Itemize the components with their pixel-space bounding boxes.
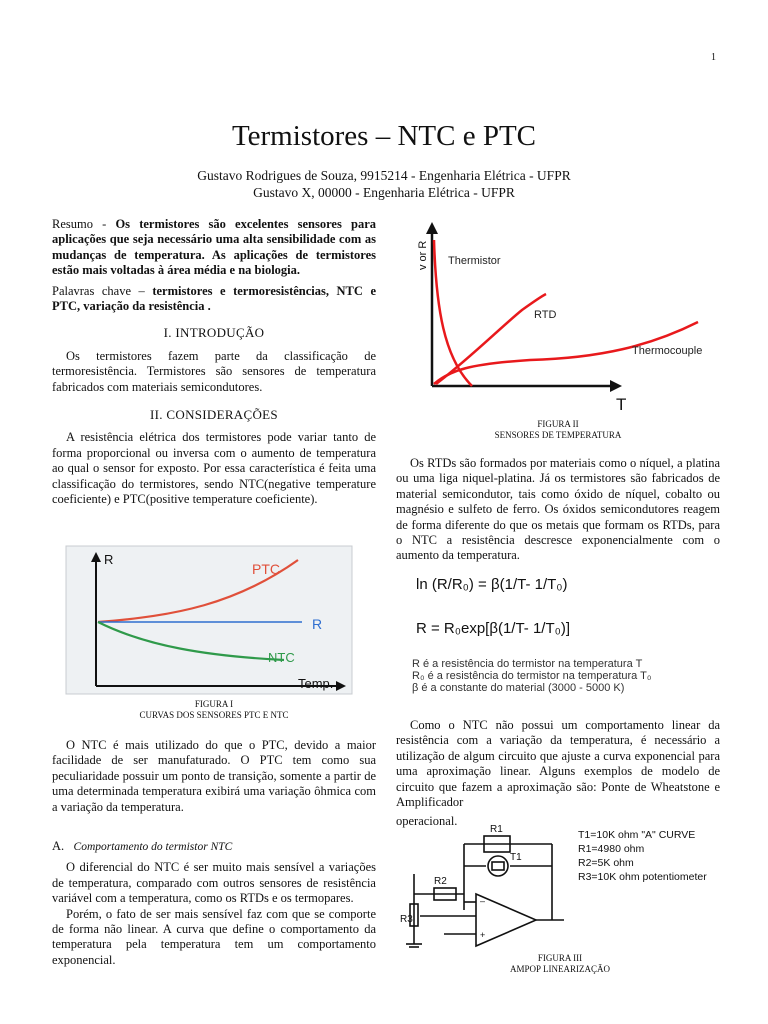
intro-text: Os termistores fazem parte da classificação de termoresistência. Termistores são sensores de temperatura fabricados com materiais semicondutores. xyxy=(52,348,376,394)
left-column xyxy=(52,217,376,508)
opamp-plus-sign: + xyxy=(480,930,486,940)
spec-r2: R2=5K ohm xyxy=(578,857,634,869)
t1-thermistor xyxy=(488,856,508,876)
fig1-caption-title: CURVAS DOS SENSORES PTC E NTC xyxy=(139,710,289,720)
fig2-thermistor-label: Thermistor xyxy=(448,255,501,267)
figure-1-caption xyxy=(52,699,376,721)
t1-body xyxy=(492,862,504,870)
spec-r1: R1=4980 ohm xyxy=(578,843,645,855)
page-number: 1 xyxy=(711,52,716,63)
fig1-y-label: R xyxy=(104,552,114,567)
fig2-y-label: v or R xyxy=(417,240,429,270)
r3-label: R3 xyxy=(400,914,413,925)
keywords-label: Palavras chave – xyxy=(52,283,153,298)
abstract xyxy=(52,217,376,279)
legend-beta: β é a constante do material (3000 - 5000 K) xyxy=(412,682,625,694)
fig2-x-label: T xyxy=(616,395,627,414)
spec-t1: T1=10K ohm "A" CURVE xyxy=(578,829,696,841)
legend-r0: R₀ é a resistência do termistor na temperatura T₀ xyxy=(412,670,652,682)
subsection-heading xyxy=(52,839,376,855)
fig2-caption-number: FIGURA II xyxy=(537,419,579,429)
linearization-paragraph-end: operacional. xyxy=(396,814,458,829)
subsection-title: Comportamento do termistor NTC xyxy=(73,841,233,854)
r1-label: R1 xyxy=(490,824,503,835)
paper-title: Termistores – NTC e PTC xyxy=(231,120,537,152)
formula-legend xyxy=(412,658,722,694)
subsection-paragraph-2: Porém, o fato de ser mais sensível faz com que se comporte de forma não linear. A curva que define o comportamento da temperatura pela temperatura tem um comportamento exponencial. xyxy=(52,906,376,967)
r2-label: R2 xyxy=(434,876,447,887)
formula-1: ln (R/R₀) = β(1/T- 1/T₀) xyxy=(416,576,568,593)
figure-3-circuit xyxy=(400,824,574,952)
author-line-1: Gustavo Rodrigues de Souza, 9915214 - Engenharia Elétrica - UFPR xyxy=(197,168,571,183)
keywords-text: termistores e termoresistências, NTC e PTC, variação da resistência . xyxy=(52,283,376,314)
author-line-2: Gustavo X, 00000 - Engenharia Elétrica - UFPR xyxy=(253,185,515,200)
opamp-minus-sign: – xyxy=(480,896,486,906)
keywords xyxy=(52,284,376,315)
fig3-caption-number: FIGURA III xyxy=(537,953,583,963)
fig2-rtd-curve xyxy=(436,294,546,384)
figure-2-caption xyxy=(396,419,720,441)
considerations-heading: II. CONSIDERAÇÕES xyxy=(150,407,278,423)
rtd-paragraph: Os RTDs são formados por materiais como o níquel, a platina ou uma liga niquel-platina. Já os termistores são fabricados de material semicondutor, tais como óxido de níquel, cobalto ou magnésio e sulfeto de ferro. Os óxidos semicondutores reagem de forma diferente do que os metais que formam os RTDs, para o NTC a resistência descresce exponencialmente com o aumento da temperatura. xyxy=(396,456,720,563)
figure-1-chart xyxy=(66,546,352,694)
spec-r3: R3=10K ohm potentiometer xyxy=(578,871,707,883)
right-column-text xyxy=(396,456,720,564)
fig1-x-label: Temp. xyxy=(298,676,334,691)
legend-r: R é a resistência do termistor na temperatura T xyxy=(412,658,643,670)
fig2-caption-title: SENSORES DE TEMPERATURA xyxy=(494,430,622,440)
fig2-thermocouple-label: Thermocouple xyxy=(632,345,703,357)
abstract-text: Os termistores são excelentes sensores para aplicações que seja necessário uma alta sensibilidade com as mudanças de temperatura. As aplicações de termistores estão mais voltadas à área média e na biologia. xyxy=(52,217,376,278)
fig1-caption-number: FIGURA I xyxy=(194,699,234,709)
considerations-text: A resistência elétrica dos termistores pode variar tanto de forma proporcional ou inversa com o aumento de temperatura ao qual o sensor for exposto. Por essa característica é feita uma classificação do termistores, sendo NTC(negative temperature coeficiente) e PTC(positive temperature coeficiente). xyxy=(52,430,376,507)
fig1-ntc-label: NTC xyxy=(268,650,295,665)
formula-2: R = R₀exp[β(1/T- 1/T₀)] xyxy=(416,620,571,637)
subsection-label: A. xyxy=(52,839,65,854)
intro-heading: I. INTRODUÇÃO xyxy=(163,325,265,341)
fig2-y-arrow-icon xyxy=(426,222,438,234)
subsection-paragraph-1: O diferencial do NTC é ser muito mais sensível a variações de temperatura, comparado com outros sensores de resistência variável com a temperatura, como os RTDs e os termopares. xyxy=(52,860,376,906)
fig2-x-arrow-icon xyxy=(610,380,622,392)
t1-label: T1 xyxy=(510,852,522,863)
fig1-ptc-label: PTC xyxy=(252,561,280,577)
right-column-lower xyxy=(396,718,720,830)
figure-3-caption xyxy=(470,953,650,975)
abstract-label: Resumo - xyxy=(52,217,116,231)
figure-2-chart xyxy=(410,218,720,414)
fig3-caption-title: AMPOP LINEARIZAÇÃO xyxy=(510,964,610,974)
figure-3-specs xyxy=(578,828,707,884)
left-column-lower xyxy=(52,738,376,968)
ntc-usage-text: O NTC é mais utilizado do que o PTC, devido a maior facilidade de ser manufaturado. O PTC tem como sua peculiaridade possuir um ponto de transição, somente a partir de uma determinada temperatura exibirá uma variação ôhmica com a variação da temperatura. xyxy=(52,738,376,814)
linearization-paragraph: Como o NTC não possui um comportamento linear da resistência com a variação da temperatura, é necessário a utilização de algum circuito que ajuste a curva exponencial para uma aproximação linear. Alguns exemplos de modelo de circuito que fazem a aproximação são: Ponte de Wheatstone e Amplificador xyxy=(396,718,720,810)
fig2-rtd-label: RTD xyxy=(534,309,557,321)
fig1-r-label: R xyxy=(312,616,323,632)
